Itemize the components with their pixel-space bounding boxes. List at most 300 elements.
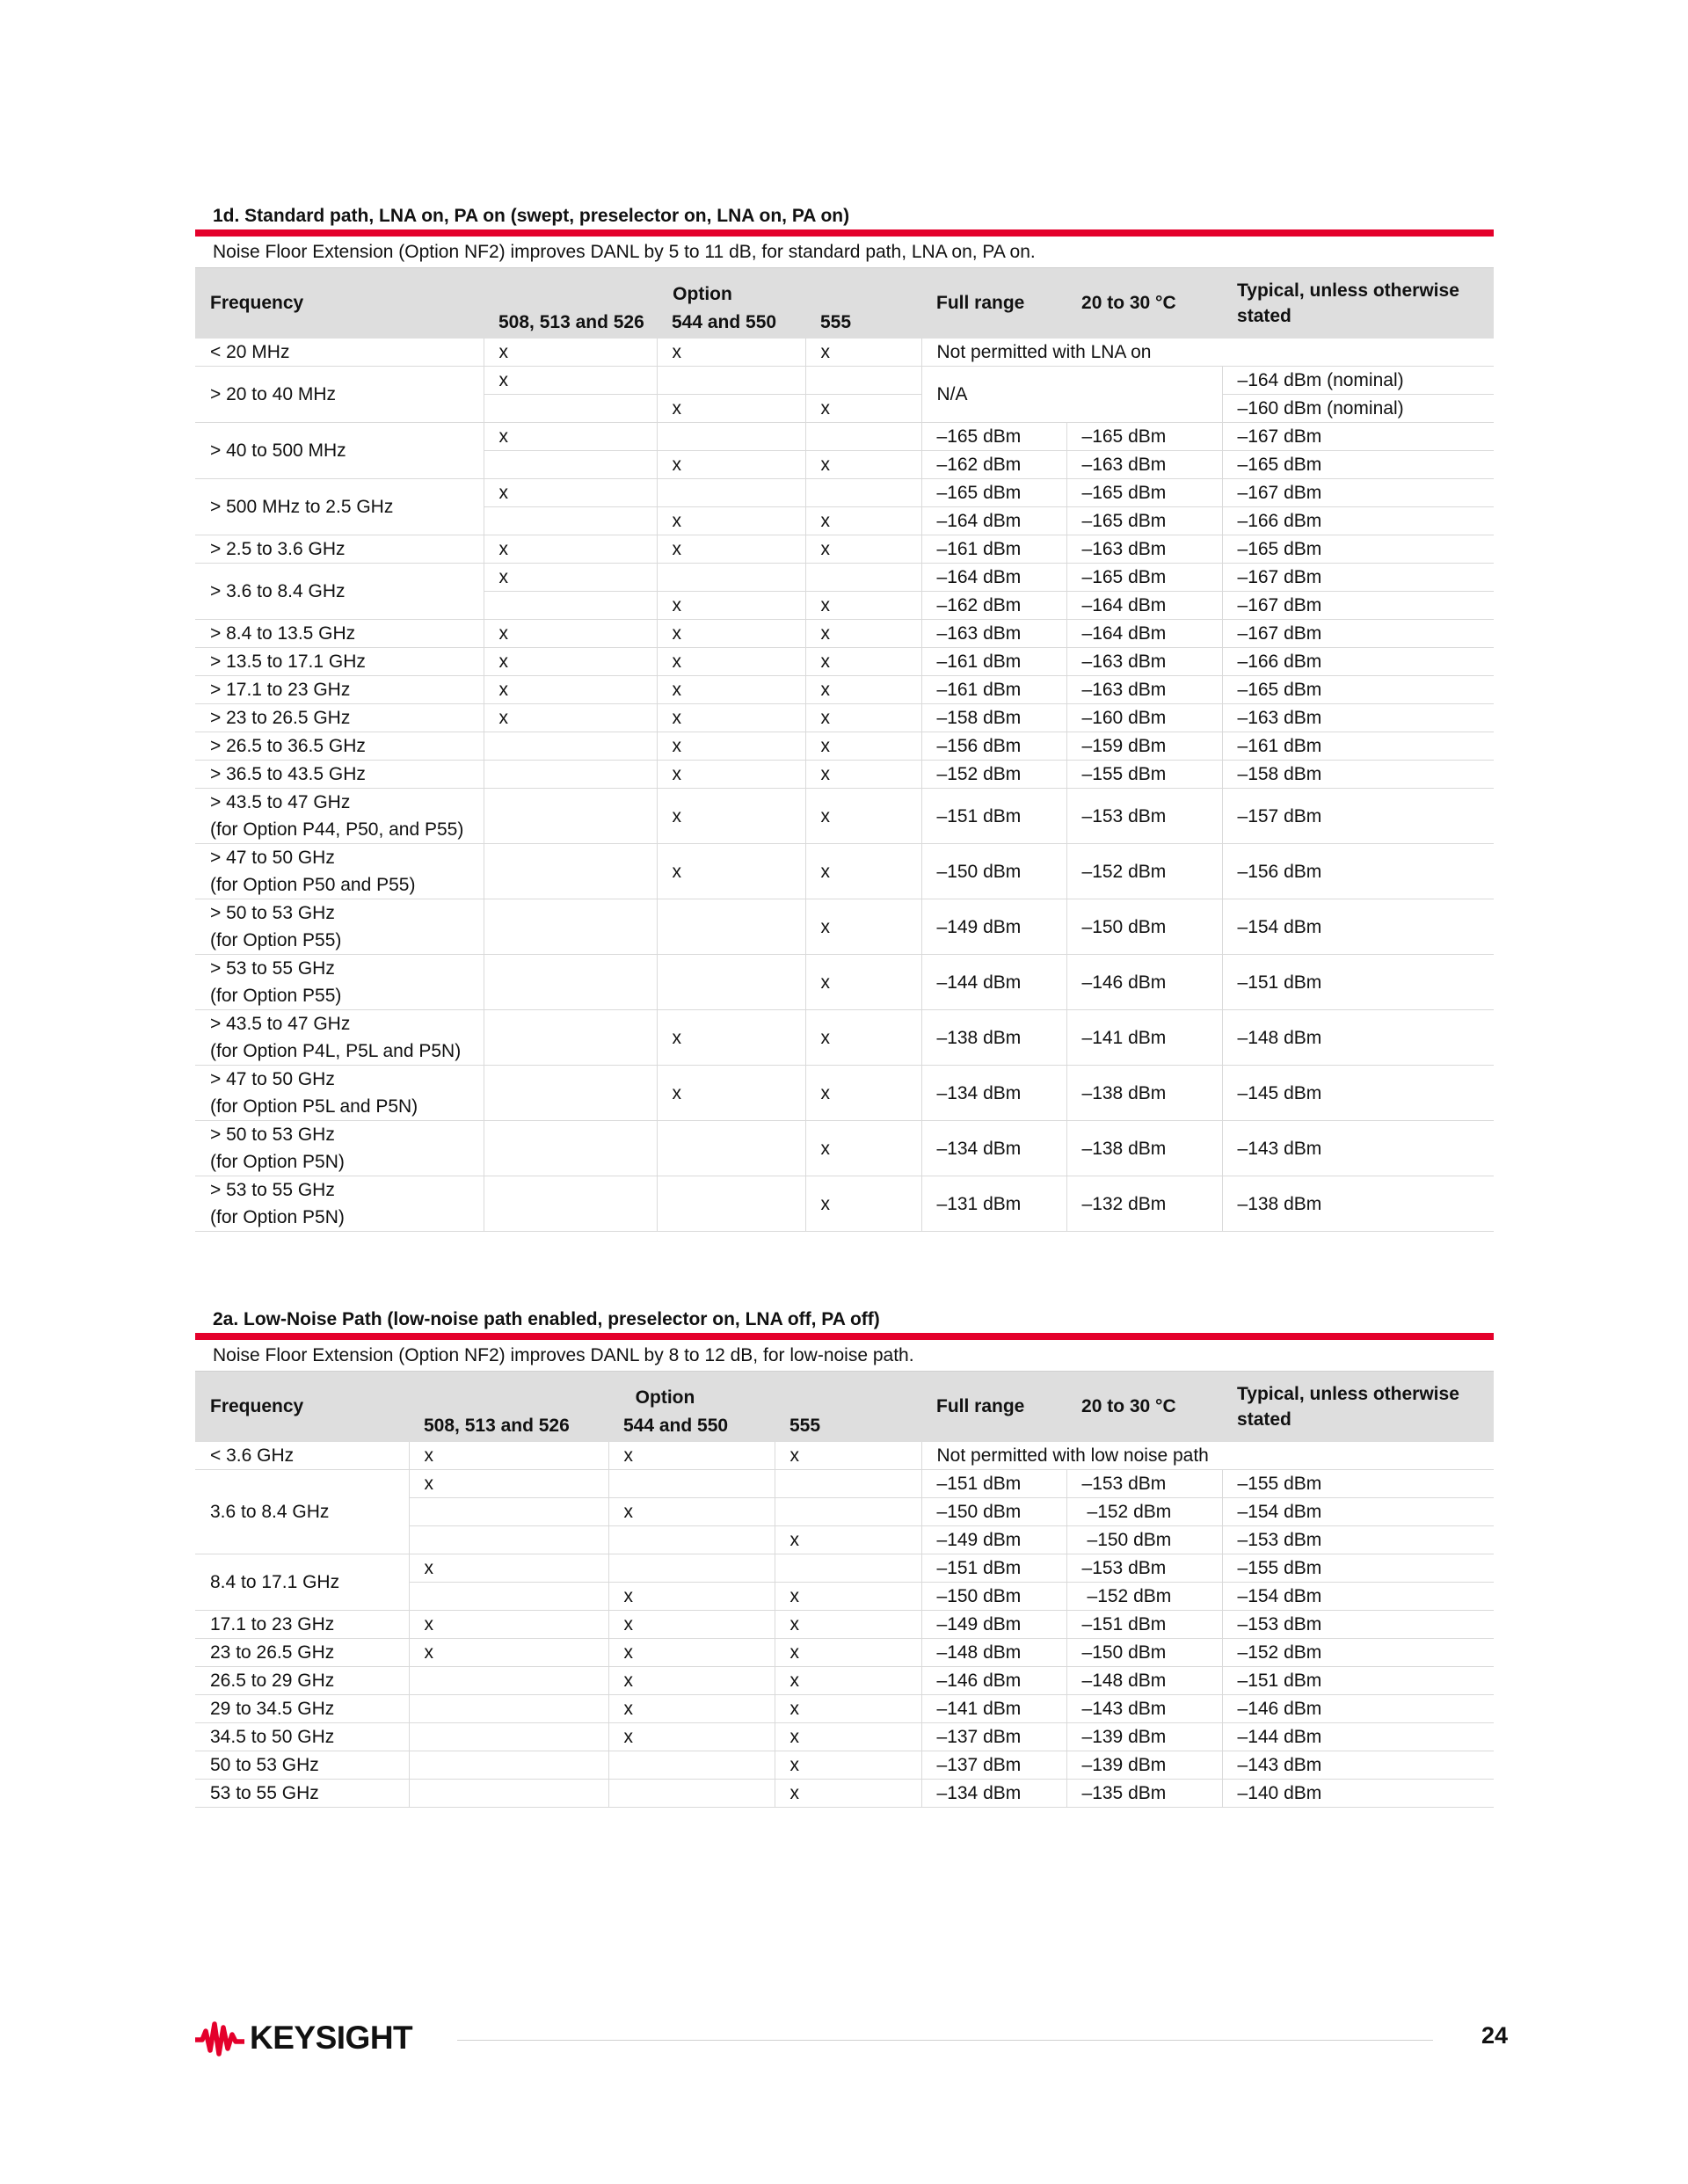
cell-opt-544 [657, 479, 805, 507]
col-header-opt-508: 508, 513 and 526 [484, 307, 657, 339]
cell-frequency: 34.5 to 50 GHz [195, 1723, 409, 1751]
cell-opt-555: x [775, 1780, 921, 1808]
cell-typical: –158 dBm [1222, 761, 1494, 789]
cell-frequency: > 47 to 50 GHz (for Option P5L and P5N) [195, 1066, 484, 1121]
table-row [195, 339, 1494, 367]
cell-temp: –132 dBm [1066, 1176, 1222, 1232]
cell-opt-544 [657, 423, 805, 451]
cell-merged-na: N/A [921, 367, 1222, 423]
cell-temp: –152 dBm [1066, 1583, 1222, 1611]
section-title: 2a. Low-Noise Path (low-noise path enabled, preselector on, LNA off, PA off) [213, 1309, 880, 1329]
cell-opt-508 [484, 1010, 657, 1066]
cell-opt-544: x [608, 1667, 775, 1695]
cell-opt-508 [409, 1723, 608, 1751]
cell-frequency: 8.4 to 17.1 GHz [195, 1554, 409, 1611]
cell-full-range: –162 dBm [921, 451, 1066, 479]
cell-typical: –151 dBm [1222, 1667, 1494, 1695]
cell-opt-555: x [805, 339, 921, 367]
cell-opt-508: x [484, 704, 657, 732]
cell-typical: –165 dBm [1222, 451, 1494, 479]
cell-full-range: –131 dBm [921, 1176, 1066, 1232]
cell-typical: –161 dBm [1222, 732, 1494, 761]
cell-opt-544: x [608, 1442, 775, 1470]
cell-opt-555: x [775, 1611, 921, 1639]
cell-temp: –164 dBm [1066, 620, 1222, 648]
cell-frequency: > 47 to 50 GHz (for Option P50 and P55) [195, 844, 484, 899]
cell-full-range: –165 dBm [921, 479, 1066, 507]
cell-temp: –150 dBm [1066, 1639, 1222, 1667]
col-header-opt-555: 555 [775, 1410, 921, 1442]
cell-temp: –163 dBm [1066, 676, 1222, 704]
table-row [195, 789, 1494, 844]
cell-temp: –152 dBm [1066, 1498, 1222, 1526]
cell-opt-555: x [805, 535, 921, 564]
section-title: 1d. Standard path, LNA on, PA on (swept, preselector on, LNA on, PA on) [213, 206, 850, 226]
col-header-opt-508: 508, 513 and 526 [409, 1410, 608, 1442]
cell-typical: –152 dBm [1222, 1639, 1494, 1667]
cell-temp: –153 dBm [1066, 789, 1222, 844]
cell-full-range: –150 dBm [921, 844, 1066, 899]
table-row [195, 732, 1494, 761]
cell-temp: –153 dBm [1066, 1554, 1222, 1583]
cell-opt-555: x [805, 732, 921, 761]
table-row [195, 1470, 1494, 1498]
table-row [195, 899, 1494, 955]
cell-typical: –143 dBm [1222, 1121, 1494, 1176]
cell-opt-555 [805, 564, 921, 592]
section-1d [195, 203, 1494, 1232]
cell-full-range: –164 dBm [921, 507, 1066, 535]
cell-typical: –144 dBm [1222, 1723, 1494, 1751]
cell-frequency: > 17.1 to 23 GHz [195, 676, 484, 704]
cell-opt-508 [484, 761, 657, 789]
footer-divider [457, 2040, 1433, 2041]
cell-full-range: –151 dBm [921, 1554, 1066, 1583]
col-header-option: Option [484, 268, 921, 307]
cell-frequency: > 53 to 55 GHz (for Option P5N) [195, 1176, 484, 1232]
cell-opt-508 [409, 1751, 608, 1780]
cell-opt-555: x [805, 1121, 921, 1176]
col-header-typical: Typical, unless otherwise stated [1222, 268, 1494, 339]
table-row [195, 1780, 1494, 1808]
cell-full-range: –151 dBm [921, 1470, 1066, 1498]
table-row [195, 1554, 1494, 1583]
cell-full-range: –134 dBm [921, 1066, 1066, 1121]
cell-opt-555: x [775, 1583, 921, 1611]
table-row [195, 704, 1494, 732]
table-row [195, 564, 1494, 592]
cell-temp: –135 dBm [1066, 1780, 1222, 1808]
cell-opt-544 [657, 955, 805, 1010]
cell-frequency: > 3.6 to 8.4 GHz [195, 564, 484, 620]
cell-opt-544 [608, 1470, 775, 1498]
cell-frequency: 53 to 55 GHz [195, 1780, 409, 1808]
cell-opt-555: x [805, 451, 921, 479]
cell-opt-508 [484, 451, 657, 479]
cell-opt-508: x [484, 367, 657, 395]
cell-opt-508: x [484, 339, 657, 367]
col-header-full-range: Full range [921, 268, 1066, 339]
cell-full-range: –161 dBm [921, 676, 1066, 704]
cell-full-range: –162 dBm [921, 592, 1066, 620]
cell-frequency: > 13.5 to 17.1 GHz [195, 648, 484, 676]
cell-temp: –165 dBm [1066, 423, 1222, 451]
col-header-temp: 20 to 30 °C [1066, 268, 1222, 339]
cell-opt-508: x [484, 479, 657, 507]
section-rule [195, 1333, 1494, 1340]
cell-opt-508: x [409, 1611, 608, 1639]
cell-opt-544: x [657, 592, 805, 620]
cell-frequency: > 8.4 to 13.5 GHz [195, 620, 484, 648]
cell-opt-508: x [484, 620, 657, 648]
cell-frequency: 29 to 34.5 GHz [195, 1695, 409, 1723]
cell-full-range: –134 dBm [921, 1121, 1066, 1176]
cell-opt-555: x [805, 648, 921, 676]
cell-full-range: –151 dBm [921, 789, 1066, 844]
cell-opt-555: x [775, 1526, 921, 1554]
cell-typical: –166 dBm [1222, 507, 1494, 535]
cell-opt-544: x [657, 704, 805, 732]
cell-typical: –163 dBm [1222, 704, 1494, 732]
cell-temp: –165 dBm [1066, 479, 1222, 507]
cell-opt-544: x [657, 1066, 805, 1121]
cell-full-range: –164 dBm [921, 564, 1066, 592]
cell-opt-555 [805, 367, 921, 395]
cell-opt-508 [484, 844, 657, 899]
table-row [195, 676, 1494, 704]
cell-temp: –155 dBm [1066, 761, 1222, 789]
cell-frequency: 23 to 26.5 GHz [195, 1639, 409, 1667]
cell-opt-508 [484, 395, 657, 423]
cell-opt-508 [409, 1526, 608, 1554]
keysight-wave-icon [195, 2019, 244, 2057]
table-row [195, 1751, 1494, 1780]
cell-opt-544: x [657, 507, 805, 535]
cell-frequency: > 43.5 to 47 GHz (for Option P44, P50, and P55) [195, 789, 484, 844]
cell-frequency: > 20 to 40 MHz [195, 367, 484, 423]
cell-full-range: –152 dBm [921, 761, 1066, 789]
cell-merged-note: Not permitted with LNA on [921, 339, 1494, 367]
cell-opt-508: x [409, 1442, 608, 1470]
cell-opt-508: x [484, 423, 657, 451]
cell-opt-508 [484, 507, 657, 535]
cell-full-range: –137 dBm [921, 1723, 1066, 1751]
col-header-frequency: Frequency [195, 268, 484, 339]
cell-typical: –157 dBm [1222, 789, 1494, 844]
cell-frequency: < 20 MHz [195, 339, 484, 367]
brand-name: KEYSIGHT [250, 2020, 413, 2056]
cell-opt-508 [484, 1066, 657, 1121]
cell-opt-555 [805, 423, 921, 451]
cell-full-range: –144 dBm [921, 955, 1066, 1010]
cell-opt-555: x [775, 1639, 921, 1667]
cell-frequency: 17.1 to 23 GHz [195, 1611, 409, 1639]
cell-opt-544: x [657, 620, 805, 648]
cell-opt-544 [608, 1554, 775, 1583]
cell-typical: –153 dBm [1222, 1611, 1494, 1639]
cell-opt-544: x [657, 535, 805, 564]
cell-temp: –153 dBm [1066, 1470, 1222, 1498]
table-row [195, 479, 1494, 507]
table-row [195, 761, 1494, 789]
cell-typical: –167 dBm [1222, 620, 1494, 648]
page-footer [195, 2015, 1514, 2061]
cell-frequency: > 23 to 26.5 GHz [195, 704, 484, 732]
table-row [195, 620, 1494, 648]
cell-opt-544: x [657, 1010, 805, 1066]
cell-opt-544: x [608, 1498, 775, 1526]
cell-full-range: –150 dBm [921, 1498, 1066, 1526]
cell-opt-508: x [409, 1639, 608, 1667]
cell-opt-544 [608, 1780, 775, 1808]
cell-typical: –155 dBm [1222, 1470, 1494, 1498]
table-row [195, 535, 1494, 564]
table-row [195, 1121, 1494, 1176]
cell-typical: –154 dBm [1222, 899, 1494, 955]
table-row [195, 1695, 1494, 1723]
col-header-full-range: Full range [921, 1372, 1066, 1442]
cell-opt-555: x [805, 676, 921, 704]
cell-opt-544: x [657, 732, 805, 761]
cell-opt-508: x [484, 648, 657, 676]
cell-opt-555 [805, 479, 921, 507]
cell-opt-555: x [805, 955, 921, 1010]
cell-opt-544: x [608, 1611, 775, 1639]
table-row [195, 423, 1494, 451]
cell-full-range: –141 dBm [921, 1695, 1066, 1723]
cell-opt-508: x [484, 676, 657, 704]
cell-typical: –165 dBm [1222, 535, 1494, 564]
cell-opt-544 [657, 899, 805, 955]
table-row [195, 1010, 1494, 1066]
cell-temp: –163 dBm [1066, 451, 1222, 479]
cell-opt-508 [484, 899, 657, 955]
table-row [195, 1066, 1494, 1121]
table-row [195, 1723, 1494, 1751]
cell-opt-544: x [657, 395, 805, 423]
cell-full-range: –163 dBm [921, 620, 1066, 648]
cell-typical: –167 dBm [1222, 592, 1494, 620]
cell-opt-544: x [608, 1695, 775, 1723]
cell-full-range: –150 dBm [921, 1583, 1066, 1611]
cell-full-range: –161 dBm [921, 535, 1066, 564]
cell-frequency: > 53 to 55 GHz (for Option P55) [195, 955, 484, 1010]
cell-frequency: > 2.5 to 3.6 GHz [195, 535, 484, 564]
cell-temp: –151 dBm [1066, 1611, 1222, 1639]
cell-typical: –148 dBm [1222, 1010, 1494, 1066]
cell-opt-544: x [657, 761, 805, 789]
table-row [195, 844, 1494, 899]
cell-opt-544 [657, 367, 805, 395]
cell-opt-508 [409, 1667, 608, 1695]
cell-opt-555: x [775, 1442, 921, 1470]
cell-merged-note: Not permitted with low noise path [921, 1442, 1494, 1470]
page-number: 24 [1481, 2022, 1509, 2049]
cell-frequency: 3.6 to 8.4 GHz [195, 1470, 409, 1554]
cell-opt-555: x [805, 761, 921, 789]
cell-opt-544: x [608, 1639, 775, 1667]
table-row [195, 648, 1494, 676]
section-rule [195, 229, 1494, 237]
cell-opt-508: x [409, 1554, 608, 1583]
cell-opt-508 [484, 955, 657, 1010]
cell-opt-508: x [484, 564, 657, 592]
cell-typical: –155 dBm [1222, 1554, 1494, 1583]
table-row [195, 1176, 1494, 1232]
cell-typical: –164 dBm (nominal) [1222, 367, 1494, 395]
cell-temp: –139 dBm [1066, 1723, 1222, 1751]
cell-typical: –140 dBm [1222, 1780, 1494, 1808]
cell-opt-555: x [805, 1066, 921, 1121]
cell-temp: –165 dBm [1066, 564, 1222, 592]
col-header-frequency: Frequency [195, 1372, 409, 1442]
cell-full-range: –149 dBm [921, 1611, 1066, 1639]
cell-opt-555: x [805, 1176, 921, 1232]
cell-opt-555: x [805, 844, 921, 899]
cell-typical: –154 dBm [1222, 1583, 1494, 1611]
cell-opt-544: x [657, 789, 805, 844]
table-row [195, 1442, 1494, 1470]
section-2a [195, 1307, 1494, 1808]
cell-frequency: > 43.5 to 47 GHz (for Option P4L, P5L and P5N) [195, 1010, 484, 1066]
cell-opt-508 [484, 592, 657, 620]
cell-frequency: > 50 to 53 GHz (for Option P55) [195, 899, 484, 955]
table-row [195, 367, 1494, 395]
cell-full-range: –158 dBm [921, 704, 1066, 732]
cell-typical: –153 dBm [1222, 1526, 1494, 1554]
cell-full-range: –137 dBm [921, 1751, 1066, 1780]
cell-temp: –152 dBm [1066, 844, 1222, 899]
cell-typical: –146 dBm [1222, 1695, 1494, 1723]
cell-opt-555: x [805, 620, 921, 648]
cell-typical: –138 dBm [1222, 1176, 1494, 1232]
cell-opt-555: x [775, 1667, 921, 1695]
cell-typical: –160 dBm (nominal) [1222, 395, 1494, 423]
cell-temp: –160 dBm [1066, 704, 1222, 732]
keysight-logo [195, 2015, 412, 2061]
cell-opt-544: x [657, 648, 805, 676]
col-header-opt-544: 544 and 550 [657, 307, 805, 339]
cell-opt-544: x [657, 451, 805, 479]
cell-opt-508: x [484, 535, 657, 564]
cell-temp: –159 dBm [1066, 732, 1222, 761]
cell-opt-544: x [657, 676, 805, 704]
cell-frequency: > 50 to 53 GHz (for Option P5N) [195, 1121, 484, 1176]
cell-opt-555: x [805, 395, 921, 423]
cell-typical: –167 dBm [1222, 564, 1494, 592]
cell-opt-508 [484, 1121, 657, 1176]
cell-frequency: > 26.5 to 36.5 GHz [195, 732, 484, 761]
cell-frequency: 50 to 53 GHz [195, 1751, 409, 1780]
cell-typical: –167 dBm [1222, 479, 1494, 507]
cell-opt-544 [657, 1121, 805, 1176]
cell-typical: –156 dBm [1222, 844, 1494, 899]
cell-frequency: > 36.5 to 43.5 GHz [195, 761, 484, 789]
cell-temp: –163 dBm [1066, 535, 1222, 564]
danl-table-1d [195, 268, 1494, 1232]
cell-temp: –164 dBm [1066, 592, 1222, 620]
cell-typical: –154 dBm [1222, 1498, 1494, 1526]
cell-opt-544: x [657, 844, 805, 899]
cell-opt-555: x [805, 899, 921, 955]
cell-frequency: < 3.6 GHz [195, 1442, 409, 1470]
danl-table-2a [195, 1372, 1494, 1808]
col-header-opt-544: 544 and 550 [608, 1410, 775, 1442]
cell-typical: –167 dBm [1222, 423, 1494, 451]
cell-opt-555: x [805, 507, 921, 535]
col-header-typical: Typical, unless otherwise stated [1222, 1372, 1494, 1442]
cell-full-range: –149 dBm [921, 899, 1066, 955]
cell-full-range: –138 dBm [921, 1010, 1066, 1066]
cell-temp: –146 dBm [1066, 955, 1222, 1010]
cell-temp: –138 dBm [1066, 1121, 1222, 1176]
cell-opt-555: x [805, 1010, 921, 1066]
cell-full-range: –149 dBm [921, 1526, 1066, 1554]
cell-frequency: > 40 to 500 MHz [195, 423, 484, 479]
cell-frequency: > 500 MHz to 2.5 GHz [195, 479, 484, 535]
cell-opt-555: x [775, 1695, 921, 1723]
col-header-option: Option [409, 1372, 921, 1410]
cell-opt-508 [484, 1176, 657, 1232]
col-header-temp: 20 to 30 °C [1066, 1372, 1222, 1442]
cell-opt-555: x [805, 592, 921, 620]
cell-typical: –151 dBm [1222, 955, 1494, 1010]
cell-opt-508 [409, 1695, 608, 1723]
cell-full-range: –134 dBm [921, 1780, 1066, 1808]
cell-typical: –143 dBm [1222, 1751, 1494, 1780]
section-note: Noise Floor Extension (Option NF2) improves DANL by 5 to 11 dB, for standard path, LNA on, PA on. [195, 237, 1494, 268]
cell-opt-544: x [657, 339, 805, 367]
cell-typical: –145 dBm [1222, 1066, 1494, 1121]
cell-temp: –165 dBm [1066, 507, 1222, 535]
cell-frequency: 26.5 to 29 GHz [195, 1667, 409, 1695]
cell-temp: –143 dBm [1066, 1695, 1222, 1723]
cell-full-range: –165 dBm [921, 423, 1066, 451]
cell-opt-508 [409, 1498, 608, 1526]
cell-temp: –150 dBm [1066, 899, 1222, 955]
cell-opt-555: x [775, 1751, 921, 1780]
cell-temp: –163 dBm [1066, 648, 1222, 676]
cell-opt-555 [775, 1554, 921, 1583]
cell-opt-508 [409, 1583, 608, 1611]
cell-temp: –150 dBm [1066, 1526, 1222, 1554]
table-row [195, 1667, 1494, 1695]
cell-opt-544 [608, 1751, 775, 1780]
cell-temp: –138 dBm [1066, 1066, 1222, 1121]
cell-opt-555 [775, 1470, 921, 1498]
cell-opt-555: x [805, 704, 921, 732]
cell-typical: –165 dBm [1222, 676, 1494, 704]
cell-opt-555: x [775, 1723, 921, 1751]
cell-opt-555: x [805, 789, 921, 844]
cell-full-range: –161 dBm [921, 648, 1066, 676]
cell-opt-544 [657, 564, 805, 592]
cell-opt-544 [608, 1526, 775, 1554]
cell-temp: –139 dBm [1066, 1751, 1222, 1780]
cell-opt-508 [484, 732, 657, 761]
cell-opt-508: x [409, 1470, 608, 1498]
table-row [195, 1611, 1494, 1639]
table-row [195, 955, 1494, 1010]
cell-full-range: –148 dBm [921, 1639, 1066, 1667]
cell-typical: –166 dBm [1222, 648, 1494, 676]
cell-opt-555 [775, 1498, 921, 1526]
cell-opt-544: x [608, 1723, 775, 1751]
cell-opt-508 [484, 789, 657, 844]
table-row [195, 1639, 1494, 1667]
cell-opt-544: x [608, 1583, 775, 1611]
cell-temp: –141 dBm [1066, 1010, 1222, 1066]
